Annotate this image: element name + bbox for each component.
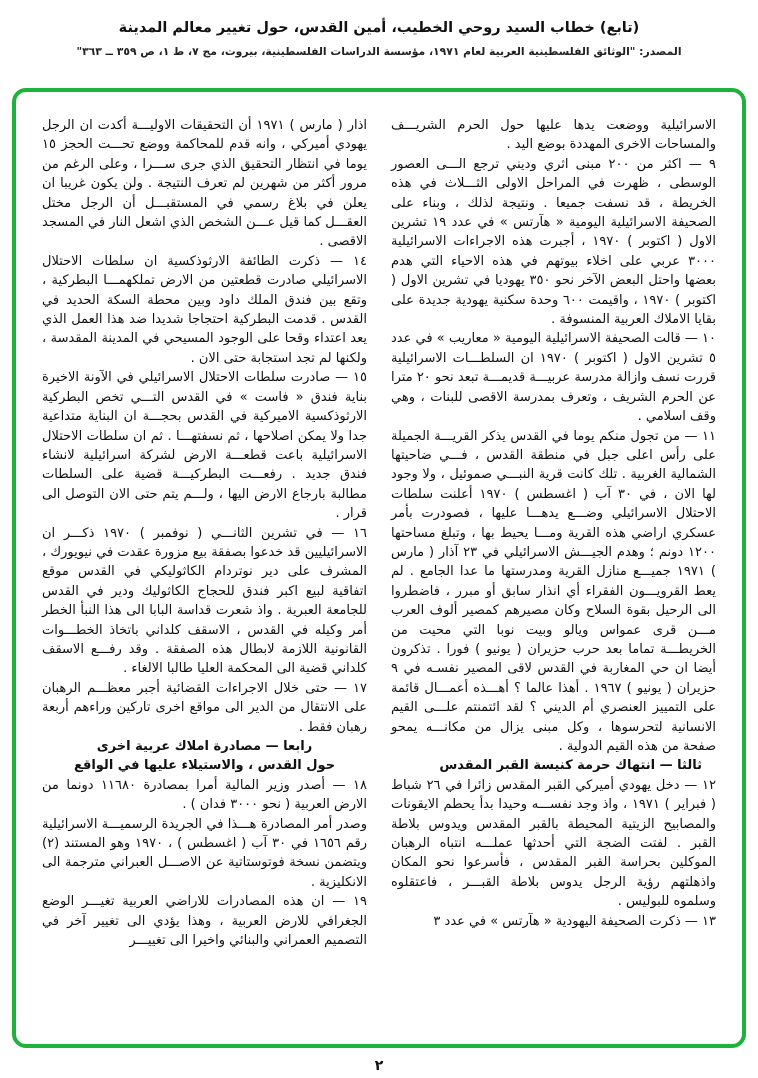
paragraph: ١٢ — دخل يهودي أميركي القبر المقدس زائرا في ٢٦ شباط ( فبراير ) ١٩٧١ ، واذ وجد نفســـه وحيدا بدأ يحطم الايقونات والمصابيح الزيتية المحيطة بالقبر المقدس ويدوس بلاطة القبر . لفتت الضجة التي أحدثها عملـــه انتباه الرهبان الموكلين بحراسة القبر المقدس ، فأسرعوا نحو المكان واذهلتهم رؤية الرجل يدوس بلاطة القبـــر ، فاعتقلوه وسلموه للبوليس .	[391, 777, 717, 910]
paragraph: ١١ — من تجول منكم يوما في القدس يذكر القريـــة الجميلة على رأس اعلى جبل في منطقة القدس ، فـــي ضاحيتها الشمالية الغربية . تلك كانت قرية النبـــي صموئيل ، ولا وجود لها الان ، في ٣٠ آب ( اغسطس ) ١٩٧٠ أعلنت سلطات الاحتلال الاسرائيلي وضـــع يدهـــا عليها ، فصودرت بأمر عسكري اراضي هذه القرية ومـــا يحيط بها ، وتبلغ مساحتها ١٢٠٠ دونم ؛ وهدم الجيـــش الاسرائيلي في ٢٣ آذار ( مارس ) ١٩٧١ جميـــع منازل القرية ومدرستها ما عدا الجامع . لم يعط القرويـــون الفقراء أي انذار سابق أو مبرر ، فاضطروا الى الرحيل بقوة السلاح وكان مصيرهم كمصير ألوف العرب مـــن قرى عمواس ويالو وبيت نوبا التي محيت من الخريطـــة تماما بعد حرب حزيران ( يونيو ) فورا . تذكرون أيضا ان حي المغاربة في القدس لاقى المصير نفسـه في ٩ حزيران ( يونيو ) ١٩٦٧ . أهذا عالما ؟ أهـــذه أعمـــال قائمة على التمييز العنصري أم الديني ؟ لقد ائتمنتم علـــى القيم الانسانية لتحرسوها ، وكل مبنى يزال من مكانـــه يمحو صفحة من هذه القيم الدولية .	[391, 428, 716, 754]
paragraph: ١٠ — قالت الصحيفة الاسرائيلية اليومية « معاريب » في عدد ٥ تشرين الاول ( اكتوبر ) ١٩٧٠ ان السلطـــات الاسرائيلية قررت نسف وازالة مدرسة عربيـــة قديمـــة تبعد نحو ٢٠ مترا عن الحرم الشريف ، وتعرف بمدرسة الاقصى للبنات ، وهي وقف اسلامي .	[391, 331, 716, 425]
paragraph: ١٤ — ذكرت الطائفة الارثوذكسية ان سلطات الاحتلال الاسرائيلي صادرت قطعتين من الارض تملكهمـــا البطركية ، وتقع بين فندق الملك داود وبين محطة السكة الحديد في القدس . قدمت البطركية احتجاجا شديدا ضد هذا العمل الذي يعد اعتداء وقحا على الوجود المسيحي في المدينة المقدسة ، ولكنها لم تجد استجابة حتى الان .	[42, 253, 367, 366]
paragraph: ١٦ — في تشرين الثانـــي ( نوفمبر ) ١٩٧٠ ذكـــر ان الاسرائيليين قد خدعوا بصفقة بيع مزورة عقدت في نيويورك ، المشرف على دير نوتردام الكاثوليكي في القدس موقع اتفاقية لبيع اكبر فندق للحجاج الكاثوليك ودير في القدس للجامعة العبرية . واذ شعرت قداسة البابا الى هذا النبأ الخطر أمر وكيله في القدس ، الاسقف كلداني باتخاذ الخطـــوات القانونية اللازمة لابطال هذه الصفقة . وقد رفـــع الاسقف كلداني قضية الى المحكمة العليا طالبا الالغاء .	[42, 525, 367, 677]
paragraph: اذار ( مارس ) ١٩٧١ أن التحقيقات الاوليـــة أكدت ان الرجل يهودي أميركي ، وانه قدم للمحاكمة ووضع تحـــت الحجز ١٥ يوما في انتظار التحقيق الذي جرى ســـرا ، وعلى الرغم من مرور أكثر من شهرين لم تعرف النتيجة . ولن يكون غريبا ان يعلن في بلاغ رسمي في المستقبـــل أن الرجل مختل العقـــل كما قيل عـــن الشخص الذي اشعل النار في المسجد الاقصى .	[42, 118, 367, 250]
paragraph: الاسرائيلية ووضعت يدها عليها حول الحرم الشريـــف والمساحات الاخرى المهددة بوضع اليد .	[391, 118, 716, 153]
column-left	[42, 116, 367, 1026]
paragraph: ١٩ — ان هذه المصادرات للاراضي العربية تغيـــر الوضع الجغرافي للارض العربية ، وهذا يؤدي الى تغيير آخر في التصميم العمراني والبنائي واخيرا الى تغييـــر	[42, 894, 367, 949]
page-number: ٢	[374, 1058, 384, 1074]
section-heading: حول القدس ، والاستيلاء عليها في الواقع	[73, 758, 336, 774]
page-title: (تابع) خطاب السيد روحي الخطيب، أمين القدس، حول تغيير معالم المدينة	[118, 20, 640, 36]
content-frame	[12, 88, 746, 1048]
section-heading: ثالثا — انتهاك حرمة كنيسة القبر المقدس	[439, 758, 702, 774]
paragraph: ١٣ — ذكرت الصحيفة اليهودية « هآرتس » في عدد ٣	[433, 913, 716, 929]
source-line: المصدر: "الوثائق الفلسطينية العربية لعام ١٩٧١، مؤسسة الدراسات الفلسطينية، بيروت، مج ٧، ط ١، ص ٣٥٩ ــ ٣٦٣"	[76, 45, 682, 58]
paragraph: ٩ — اكثر من ٢٠٠ مبنى اثري وديني ترجع الـــى العصور الوسطى ، ظهرت في المراحل الاولى الثـــلاث في هذه الخريطة ، قد نسفت جميعا . ونتيجة لذلك ، وبناء على الصحيفة الاسرائيلية اليومية « هآرتس » في عدد ١٩ تشرين الاول ( اكتوبر ) ١٩٧٠ ، أجبرت هذه الاجراءات الاسرائيلية ٣٠٠٠ عربي على اخلاء بيوتهم في هذه الاحياء التي هدم بعضها واحتل البعض الآخر نحو ٣٥٠ يهوديا في تشرين الاول ( اكتوبر ) ١٩٧٠ ، واقيمت ٦٠٠ وحدة سكنية يهودية جديدة على بقايا الاملاك العربية المنسوفة .	[391, 156, 716, 328]
paragraph: ١٥ — صادرت سلطات الاحتلال الاسرائيلي في الآونة الاخيرة بناية فندق « فاست » في القدس التـــي تخص البطركية الارثوذكسية الاميركية في القدس بحجـــة ان البناية متداعية جدا ولا يمكن اصلاحها ، ثم نسفتهـــا . ثم ان سلطات الاحتلال الاسرائيلية باعت قطعـــة الارض لشركة اسرائيلية لانشاء فندق جديد . رفعـــت البطركيـــة قضية على السلطات مطالبة بارجاع الارض اليها ، ولـــم يتم حتى الان التوصل الى قرار .	[42, 370, 367, 522]
paragraph: ١٨ — أصدر وزير المالية أمرا بمصادرة ١١٦٨٠ دونما من الارض العربية ( نحو ٣٠٠٠ فدان ) .	[42, 777, 367, 813]
column-right	[391, 116, 716, 1026]
paragraph: ١٧ — حتى خلال الاجراءات القضائية أجبر معظـــم الرهبان على الانتقال من الدير الى مواقع اخرى تاركين وراءهم أربعة رهبان فقط .	[42, 680, 367, 735]
section-heading: رابعا — مصادرة املاك عربية اخرى	[96, 739, 313, 754]
paragraph: وصدر أمر المصادرة هـــذا في الجريدة الرسميـــة الاسرائيلية رقم ١٦٥٦ في ٣٠ آب ( اغسطس ) ، ١٩٧٠ وهو المستند (٢) ويتضمن نسخة فوتوستاتية عن الاصـــل العبراني مترجمة الى الانكليزية .	[42, 816, 367, 890]
page-header	[0, 0, 758, 58]
